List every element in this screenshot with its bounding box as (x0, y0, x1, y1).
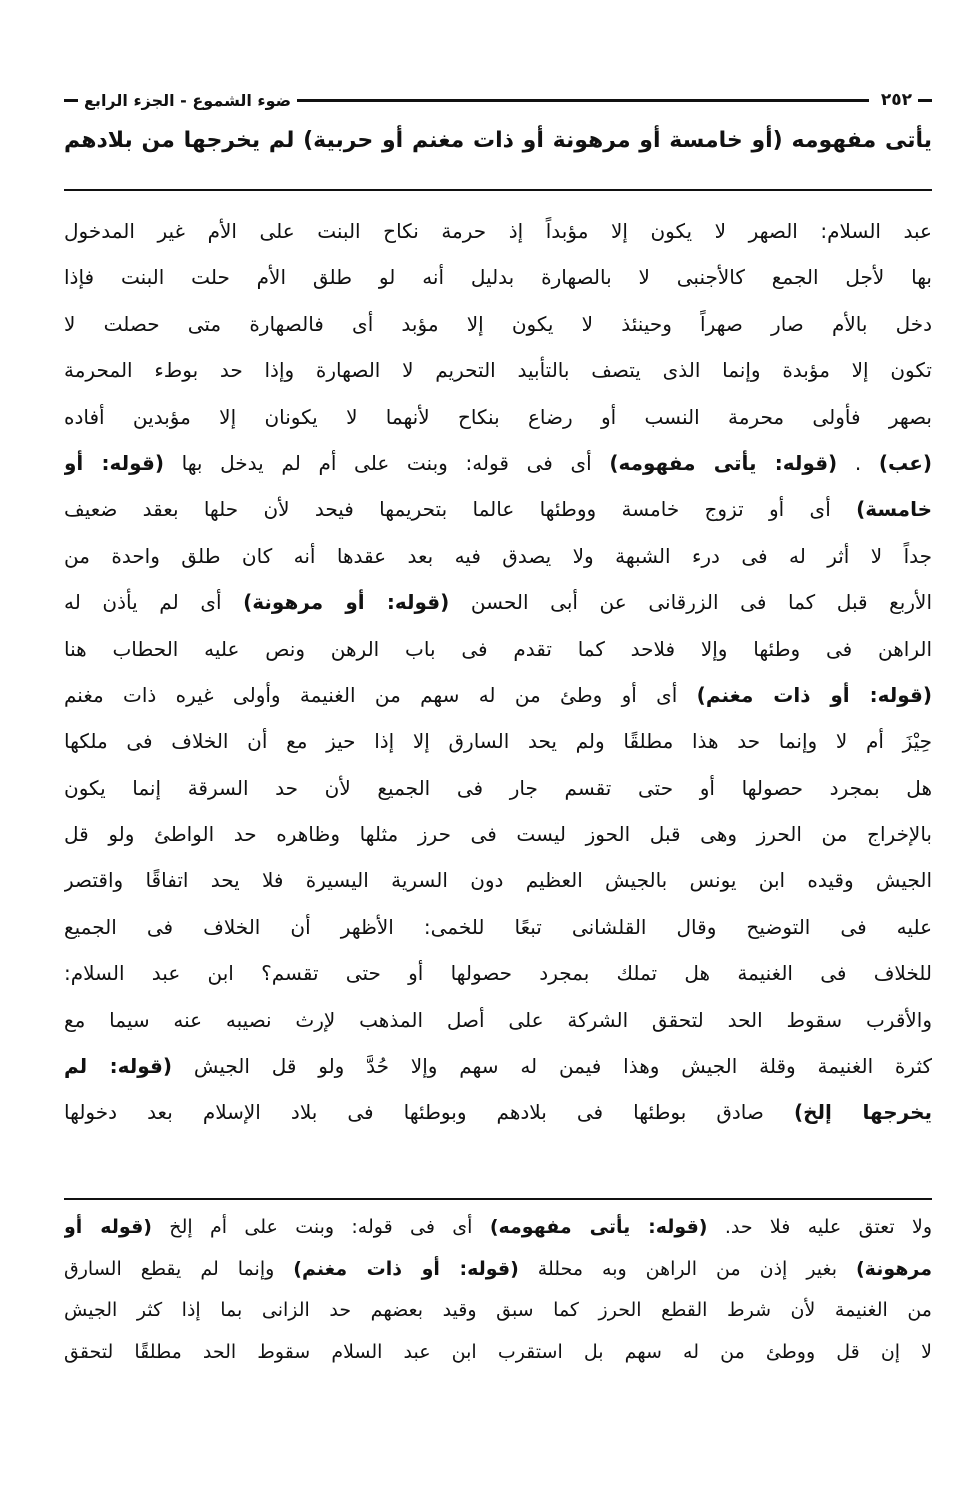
header-dash (918, 99, 932, 102)
text-segment: بها لأجل الجمع كالأجنبى لا بالصهارة بدليل أنه لو طلق الأم حلت البنت فإذا (64, 265, 932, 290)
text-segment: من الغنيمة لأن شرط القطع الحرز كما سبق وقيد بعضهم حد الزانى بما إذا كثر الجيش (64, 1299, 932, 1321)
bold-quote: مرهونة) (855, 1257, 932, 1280)
text-line (64, 1046, 932, 1092)
text-segment: أى فى قوله: وبنت على أم لم يدخل بها (163, 450, 610, 475)
text-segment: أى أو تزوج خامسة ووطئها عالما بتحريمها فيحد لأن حلها بعقد ضعيف (64, 497, 857, 522)
bold-quote: (قوله: أو ذات مغنم) (696, 682, 932, 707)
text-line (64, 582, 932, 628)
text-line (64, 675, 932, 721)
running-header (64, 88, 932, 112)
text-line (64, 443, 932, 489)
text-line (64, 211, 932, 257)
page-number: ٢٥٢ (880, 90, 912, 110)
text-segment: جداً لا أثر له فى درء الشبهة ولا يصدق فيه بعد عقدها أنه كان طلق واحدة من (64, 543, 932, 568)
bold-quote: (قوله: لم (64, 1054, 173, 1079)
text-line (64, 907, 932, 953)
text-line (64, 489, 932, 535)
text-line (64, 721, 932, 767)
text-segment: للخلاف فى الغنيمة هل تملك بمجرد حصولها أو حتى تقسم؟ ابن عبد السلام: (64, 961, 932, 986)
text-segment: أى فى قوله: وبنت على أم إلخ (151, 1216, 490, 1238)
text-segment: بالإخراج من الحرز وهى قبل الحوز ليست فى حرز مثلها وظاهره حد الواطئ ولو قل (64, 822, 932, 847)
bold-quote: (قوله أو (64, 1216, 152, 1238)
text-line (64, 768, 932, 814)
text-line (64, 953, 932, 999)
book-title: ضوء الشموع - الجزء الرابع (84, 90, 292, 110)
text-line (64, 860, 932, 906)
text-segment: بغير إذن من الراهن وبه محللة (518, 1257, 856, 1280)
header-rule (297, 99, 869, 102)
bold-quote: (قوله: أو مرهونة) (243, 590, 450, 615)
bold-quote: (عب) (878, 450, 932, 475)
text-line (64, 1291, 932, 1333)
text-line (64, 397, 932, 443)
footnote-rule (64, 1198, 932, 1200)
text-line (64, 1333, 932, 1375)
text-segment: تكون إلا مؤبدة وإنما الذى يتصف بالتأبيد التحريم لا الصهارة وإذا حد بوطء المحرمة (64, 358, 932, 383)
text-segment: صادق بوطئها فى بلادهم وبوطئها فى بلاد الإسلام بعد دخولها (64, 1100, 794, 1125)
bold-quote: خامسة) (856, 497, 932, 522)
text-segment: لا إن قل ووطئ من له سهم بل استقرب ابن عبد السلام سقوط الحد مطلقًا لتحقق (64, 1340, 932, 1363)
text-line (64, 536, 932, 582)
text-segment: الأربع قبل كما فى الزرقانى عن أبى الحسن (449, 590, 932, 615)
text-segment: وإنما لم يقطع السارق (64, 1257, 294, 1280)
text-segment: الراهن فى وطئها وإلا فلاحد كما تقدم فى باب الرهن ونص عليه الحطاب هنا (64, 636, 932, 661)
title-rule (64, 189, 932, 191)
text-line (64, 304, 932, 350)
bold-quote: يخرجها إلخ) (793, 1100, 932, 1125)
text-segment: أى لم يأذن له (64, 590, 244, 615)
bold-quote: (قوله: أو ذات مغنم) (293, 1257, 519, 1280)
text-segment: عبد السلام: الصهر لا يكون إلا مؤبداً إذ حرمة نكاح البنت على الأم غير المدخول (64, 219, 932, 243)
bold-quote: (قوله: يأتى مفهومه) (489, 1216, 708, 1238)
text-segment: الجيش وقيده ابن يونس بالجيش العظيم دون السرية اليسيرة فلا يحد اتفاقًا واقتصر (64, 868, 932, 893)
text-line (64, 1092, 932, 1138)
text-segment: أى أو وطئ من له سهم من الغنيمة وأولى غيره ذات مغنم (64, 682, 697, 707)
text-segment: والأقرب سقوط الحد لتحقق الشركة على أصل المذهب لإرث نصيبه عنه سيما مع (64, 1007, 932, 1032)
text-line (64, 257, 932, 303)
text-line (64, 1000, 932, 1046)
text-line (64, 814, 932, 860)
text-segment: بصهر فأولى محرمة النسب أو رضاع بنكاح لأنهما لا يكونان إلا مؤبدين أفاده (64, 404, 932, 429)
main-commentary (64, 211, 932, 1139)
matn-title-line: يأتى مفهومه (أو خامسة أو مرهونة أو ذات مغنم أو حربية) لم يخرجها من بلادهم (64, 128, 932, 153)
footnotes (64, 1208, 932, 1374)
text-line (64, 629, 932, 675)
text-segment: عليه فى التوضيح وقال القلشانى تبعًا للخمى: الأظهر أن الخلاف فى الجميع (64, 914, 932, 939)
text-segment: حِيْزَ أم لا وإنما حد هذا مطلقًا ولم يحد السارق إلا إذا حيز مع أن الخلاف فى ملكها (64, 729, 932, 754)
text-segment: ولا تعتق عليه فلا حد. (707, 1216, 932, 1238)
text-line (64, 1250, 932, 1292)
header-dash (64, 99, 78, 102)
text-line (64, 1208, 932, 1250)
bold-quote: (قوله: يأتى مفهومه) (609, 450, 838, 475)
text-segment: هل بمجرد حصولها أو حتى تقسم جار فى الجميع لأن حد السرقة إنما يكون (64, 775, 932, 800)
text-segment: دخل بالأم صار صهراً وحينئذ لا يكون إلا مؤبد أى فالصهارة متى حصلت لا (64, 311, 932, 336)
text-line (64, 350, 932, 396)
text-segment: . (837, 450, 879, 475)
text-segment: كثرة الغنيمة وقلة الجيش وهذا فيمن له سهم وإلا حُدَّ ولو قل الجيش (172, 1054, 932, 1079)
bold-quote: (قوله: أو (64, 450, 164, 475)
